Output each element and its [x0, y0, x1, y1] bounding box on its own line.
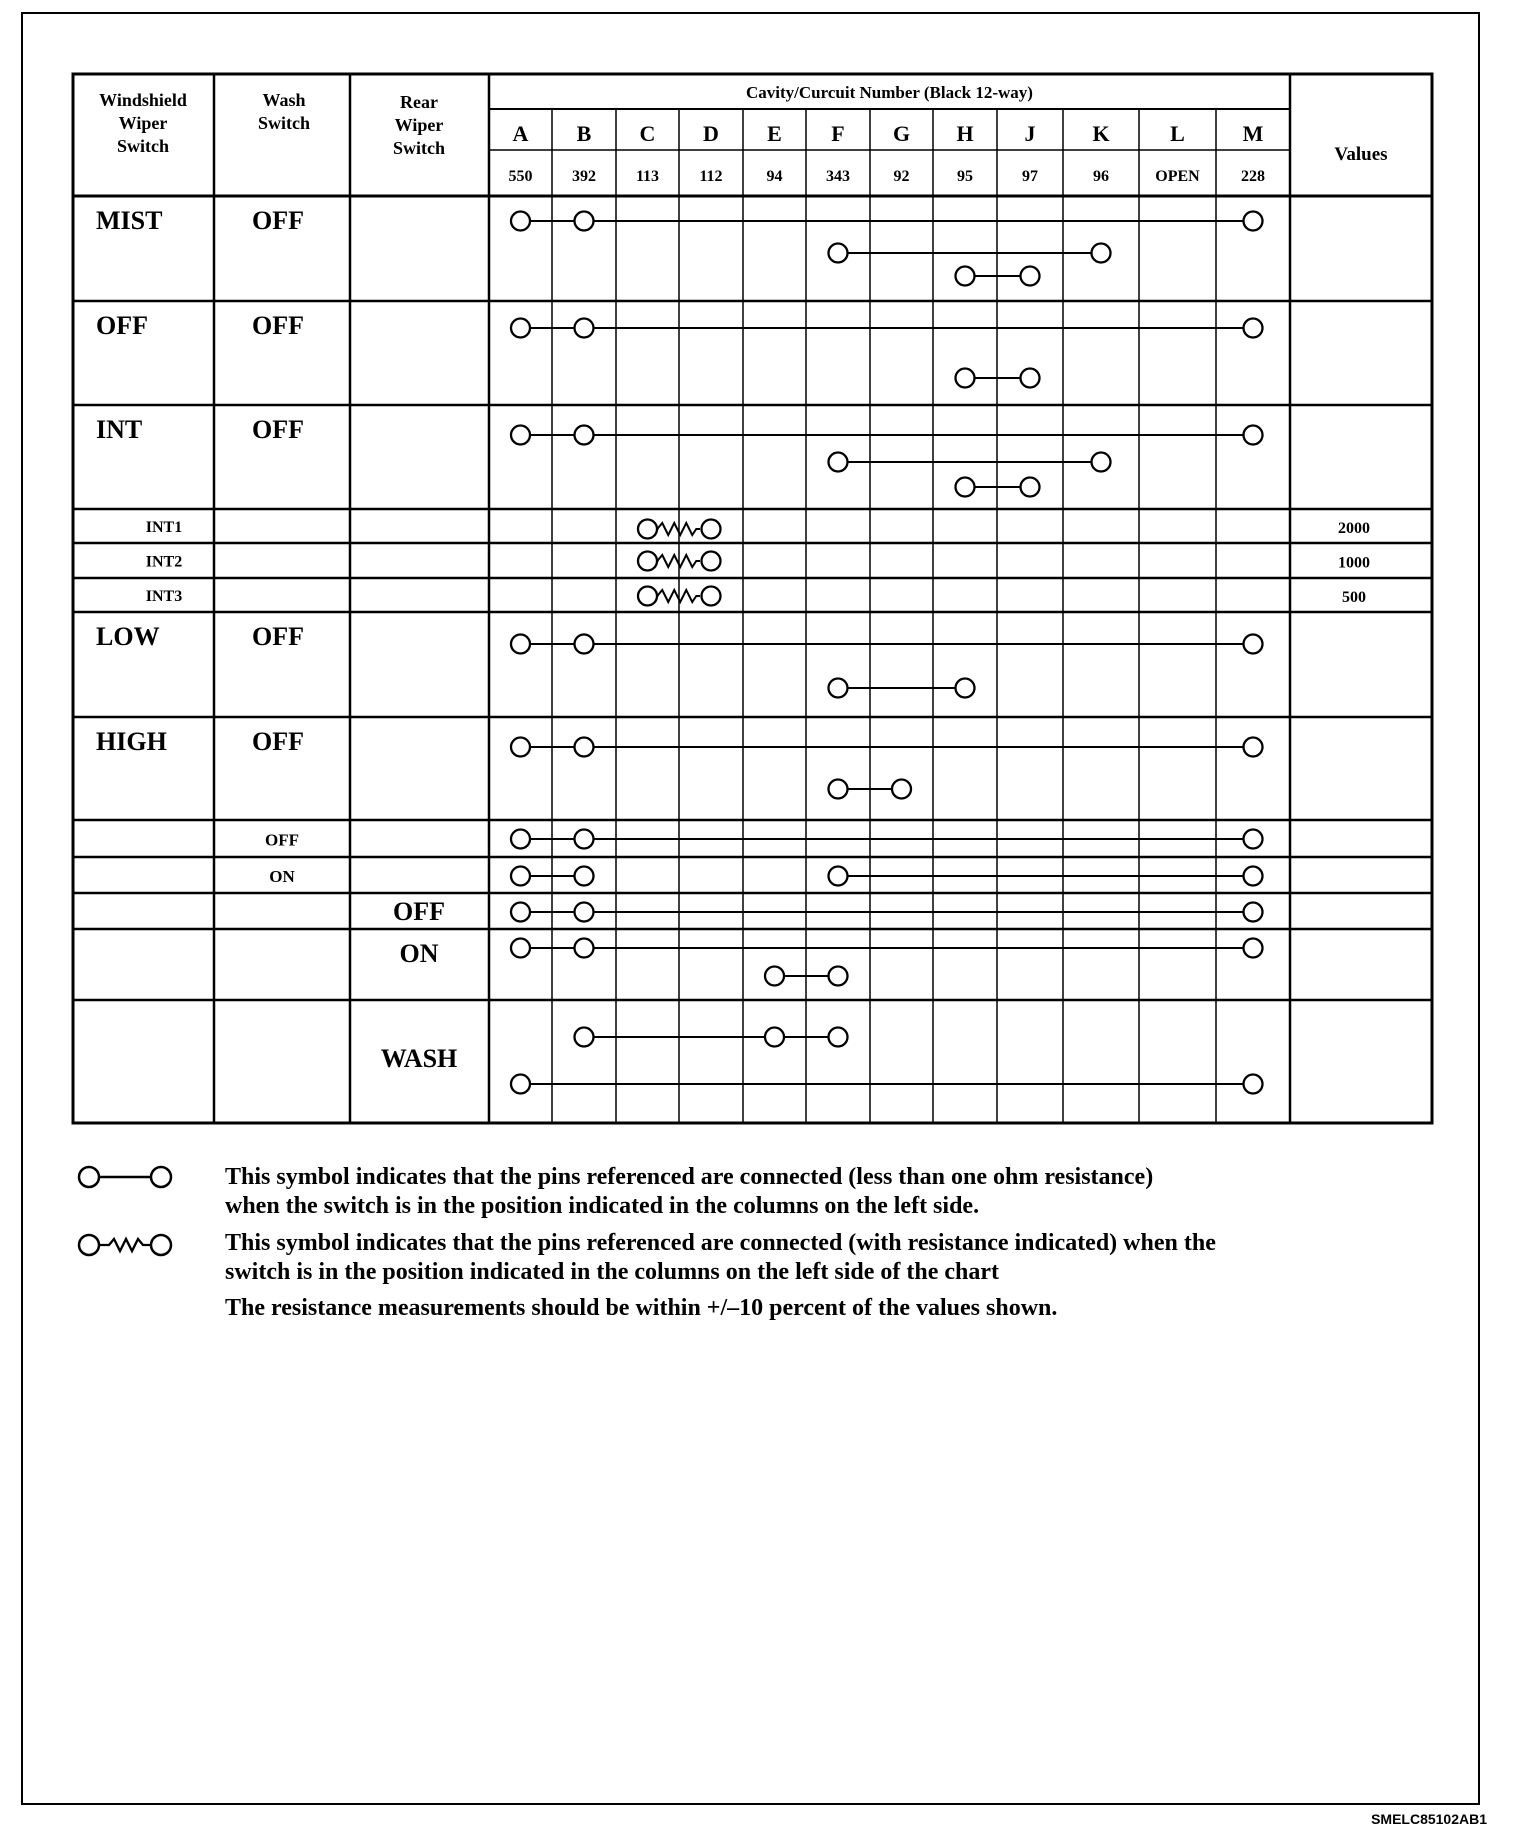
pin-node — [511, 830, 530, 849]
header-windshield-wiper-switch: Wiper — [118, 113, 168, 133]
header-windshield-wiper-switch: Switch — [116, 136, 170, 156]
row-wash-label: OFF — [252, 415, 304, 444]
pin-letter-k: K — [1092, 121, 1110, 146]
pin-node — [1021, 369, 1040, 388]
pin-node — [1092, 244, 1111, 263]
direct-connection-symbol-icon — [76, 1162, 176, 1192]
row-ws-label: LOW — [96, 622, 160, 651]
header-wash-switch: Switch — [257, 113, 311, 133]
pin-circuit-h: 95 — [957, 168, 973, 185]
row-rear-label: OFF — [393, 897, 445, 926]
pin-node — [1244, 426, 1263, 445]
pin-node — [1244, 319, 1263, 338]
pin-circuit-a: 550 — [508, 168, 533, 185]
pin-node — [702, 587, 721, 606]
pin-node — [511, 738, 530, 757]
pin-node — [575, 319, 594, 338]
pin-node — [956, 679, 975, 698]
pin-node — [892, 780, 911, 799]
row-wash-label: OFF — [252, 311, 304, 340]
pin-node — [575, 1028, 594, 1047]
header-rear-wiper-switch: Rear — [400, 92, 438, 112]
legend-resistor-text — [225, 1229, 1216, 1323]
legend-direct-text — [225, 1163, 1153, 1221]
pin-circuit-f: 343 — [826, 168, 850, 185]
pin-node — [1021, 478, 1040, 497]
row-wash-label: OFF — [265, 830, 299, 850]
legend-resistor-line-2: switch is in the position indicated in the columns on the left side of the chart — [225, 1259, 1000, 1285]
pin-node — [829, 1028, 848, 1047]
legend-direct-line-2: when the switch is in the position indicated in the columns on the left side. — [225, 1193, 980, 1219]
row-int-label: INT1 — [145, 519, 183, 536]
pin-node — [765, 967, 784, 986]
pin-node — [575, 939, 594, 958]
pin-node — [1244, 635, 1263, 654]
pin-node — [1244, 212, 1263, 231]
header-cavity-title: Cavity/Curcuit Number (Black 12-way) — [746, 83, 1033, 102]
pin-node — [511, 867, 530, 886]
pin-node — [1244, 1075, 1263, 1094]
pin-node — [511, 903, 530, 922]
pin-node — [829, 780, 848, 799]
pin-node — [702, 552, 721, 571]
pin-node — [1021, 267, 1040, 286]
row-ws-label: MIST — [96, 206, 163, 235]
pin-node — [511, 212, 530, 231]
pin-node — [956, 478, 975, 497]
pin-letter-m: M — [1242, 121, 1264, 146]
pin-circuit-e: 94 — [766, 168, 783, 185]
pin-node — [575, 635, 594, 654]
pin-node — [575, 830, 594, 849]
resistor-connection-symbol-icon — [76, 1230, 176, 1260]
pin-node — [1092, 453, 1111, 472]
pin-node — [638, 552, 657, 571]
pin-node — [956, 267, 975, 286]
pin-letter-h: H — [956, 121, 974, 146]
pin-letter-l: L — [1170, 121, 1185, 146]
pin-node — [1244, 939, 1263, 958]
pin-node — [511, 635, 530, 654]
pin-node — [575, 212, 594, 231]
row-ws-label: HIGH — [96, 727, 167, 756]
pin-node — [829, 244, 848, 263]
pin-node — [956, 369, 975, 388]
row-resistance-value: 500 — [1342, 589, 1366, 606]
row-wash-label: ON — [269, 867, 295, 886]
row-resistance-value: 1000 — [1338, 554, 1370, 572]
pin-letter-d: D — [703, 121, 719, 146]
row-int-label: INT2 — [145, 553, 183, 571]
pin-circuit-k: 96 — [1093, 168, 1109, 185]
header-rear-wiper-switch: Wiper — [394, 115, 444, 135]
row-wash-label: OFF — [252, 727, 304, 756]
pin-node — [575, 738, 594, 757]
pin-circuit-g: 92 — [893, 168, 910, 185]
pin-letter-j: J — [1024, 121, 1036, 146]
pin-node — [511, 426, 530, 445]
pin-circuit-b: 392 — [572, 168, 596, 185]
pin-node — [511, 319, 530, 338]
pin-circuit-l: OPEN — [1155, 168, 1200, 185]
pin-circuit-c: 113 — [635, 168, 660, 185]
pin-node — [702, 520, 721, 539]
pin-letter-e: E — [767, 121, 782, 146]
pin-node — [829, 967, 848, 986]
legend-tolerance-line: The resistance measurements should be within +/–10 percent of the values shown. — [225, 1295, 1058, 1321]
pin-node — [829, 679, 848, 698]
document-id: SMELC85102AB1 — [1371, 1811, 1487, 1827]
pin-node — [575, 426, 594, 445]
pin-node — [1244, 830, 1263, 849]
row-resistance-value: 2000 — [1338, 520, 1370, 537]
pin-node — [511, 939, 530, 958]
header-rear-wiper-switch: Switch — [392, 138, 446, 158]
pin-node — [765, 1028, 784, 1047]
header-wash-switch: Wash — [262, 90, 306, 110]
legend-resistor-line-1: This symbol indicates that the pins referenced are connected (with resistance indicated) when the — [225, 1230, 1216, 1256]
pin-letter-c: C — [639, 121, 656, 146]
row-rear-label: ON — [399, 939, 439, 968]
pin-node — [1244, 738, 1263, 757]
pin-node — [829, 453, 848, 472]
pin-node — [1244, 903, 1263, 922]
row-rear-label: WASH — [380, 1044, 458, 1073]
row-ws-label: INT — [96, 415, 143, 444]
pin-circuit-m: 228 — [1241, 168, 1265, 185]
pin-letter-g: G — [892, 121, 911, 146]
row-wash-label: OFF — [252, 206, 304, 235]
row-ws-label: OFF — [96, 311, 148, 340]
row-int-label: INT3 — [145, 588, 183, 605]
pin-node — [638, 520, 657, 539]
pin-node — [575, 903, 594, 922]
pin-circuit-d: 112 — [699, 168, 723, 185]
pin-node — [1244, 867, 1263, 886]
legend-direct-line-1: This symbol indicates that the pins referenced are connected (less than one ohm resistance) — [225, 1164, 1154, 1190]
pin-letter-f: F — [831, 121, 845, 146]
pin-node — [829, 867, 848, 886]
row-wash-label: OFF — [252, 622, 304, 651]
header-windshield-wiper-switch: Windshield — [99, 90, 187, 110]
pin-node — [575, 867, 594, 886]
pin-node — [511, 1075, 530, 1094]
pin-letter-b: B — [576, 121, 592, 146]
pin-circuit-j: 97 — [1022, 168, 1038, 185]
pin-node — [638, 587, 657, 606]
header-values-title: Values — [1334, 144, 1388, 165]
pin-letter-a: A — [512, 121, 529, 146]
